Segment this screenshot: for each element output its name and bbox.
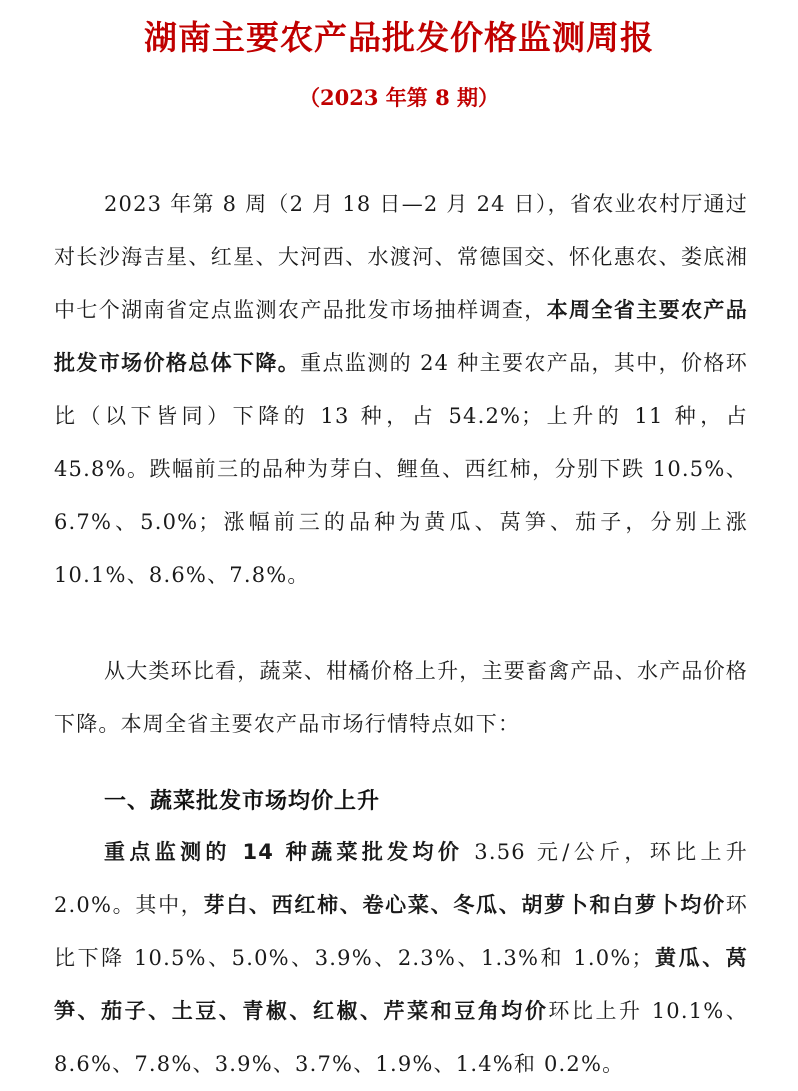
intro-paragraph (54, 178, 748, 602)
summary-paragraph: 从大类环比看，蔬菜、柑橘价格上升，主要畜禽产品、水产品价格下降。本周全省主要农产品市场行情特点如下： (54, 659, 748, 736)
intro-text-1: 2023 年第 8 周（2 月 18 日—2 月 24 日），省农业农村厅通过对长沙海吉星、红星、大河西、水渡河、常德国交、怀化惠农、娄底湘中七个湖南省定点监测农产品批发市场抽样调查， (54, 192, 748, 322)
vegetables-lead: 重点监测的 14 种蔬菜批发均价 (104, 840, 464, 864)
report-title: 湖南主要农产品批发价格监测周报 (144, 18, 654, 57)
vegetables-text-3: 环比上升 10.1%、8.6%、7.8%、3.9%、3.7%、1.9%、1.4%和 0.2%。 (54, 999, 748, 1076)
issue-number: （2023 年第 8 期） (299, 85, 499, 110)
section-heading-vegetables: 一、蔬菜批发市场均价上升 (104, 789, 381, 814)
intro-highlight: 本周全省主要农产品批发市场价格总体下降。 (54, 298, 748, 375)
vegetables-paragraph (54, 826, 748, 1091)
vegetables-text-2: 环比下降 10.5%、5.0%、3.9%、2.3%、1.3%和 1.0%； (54, 893, 748, 970)
vegetables-up-items: 黄瓜、莴笋、茄子、土豆、青椒、红椒、芹菜和豆角均价 (54, 946, 748, 1023)
vegetables-down-items: 芽白、西红柿、卷心菜、冬瓜、胡萝卜和白萝卜均价 (203, 893, 726, 917)
intro-text-2: 重点监测的 24 种主要农产品，其中，价格环比（以下皆同）下降的 13 种，占 54.2%；上升的 11 种，占 45.8%。跌幅前三的品种为芽白、鲤鱼、西红柿，分别下跌 10.5%、6.7%、5.0%；涨幅前三的品种为黄瓜、莴笋、茄子，分别上涨 10.1%、8.6%、7.8%。 (54, 351, 748, 587)
vegetables-text-1: 3.56 元/公斤，环比上升 2.0%。其中， (54, 840, 749, 917)
